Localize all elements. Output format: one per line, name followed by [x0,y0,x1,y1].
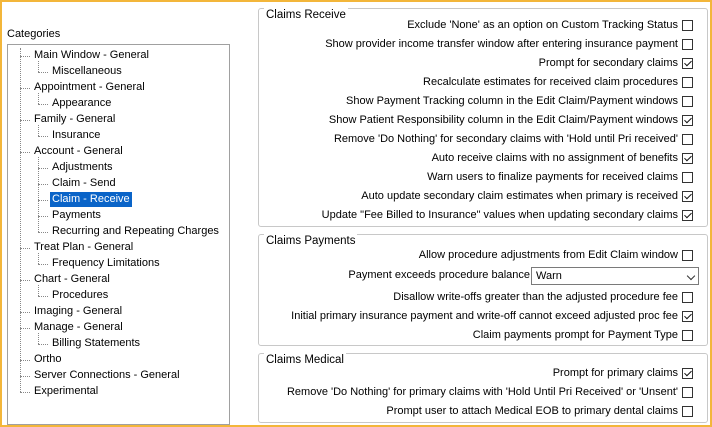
tree-connector [38,200,48,201]
tree-connector [20,376,30,377]
tree-connector [38,136,48,137]
chevron-down-icon [687,272,695,280]
option-label: Show Payment Tracking column in the Edit Claim/Payment windows [346,95,678,107]
tree-connector [20,328,30,329]
payment-exceeds-row [348,267,534,283]
option-row[interactable] [346,93,693,109]
option-label: Auto update secondary claim estimates when primary is received [361,190,678,202]
tree-connector [20,56,30,57]
option-label: Update "Fee Billed to Insurance" values when updating secondary claims [321,209,678,221]
option-checkbox[interactable] [682,77,693,88]
option-row[interactable] [432,150,693,166]
tree-item-account-general[interactable]: Account - General [34,145,123,157]
tree-item-claim-send[interactable]: Claim - Send [52,177,116,189]
tree-item-adjustments[interactable]: Adjustments [52,161,113,173]
option-checkbox[interactable] [682,210,693,221]
option-label: Auto receive claims with no assignment of benefits [431,152,678,164]
allow-adjustments-label: Allow procedure adjustments from Edit Claim window [418,249,678,261]
tree-item-claim-receive[interactable]: Claim - Receive [52,193,130,205]
allow-adjustments-checkbox[interactable] [682,250,693,261]
tree-item-appearance[interactable]: Appearance [52,97,112,109]
allow-adjustments-option[interactable] [419,247,693,263]
tree-connector [38,253,39,264]
tree-connector [20,120,30,121]
option-checkbox[interactable] [682,134,693,145]
tree-connector [38,296,48,297]
tree-connector [20,312,30,313]
option-row[interactable] [473,327,693,343]
tree-item-recurring-and-repeating-charges[interactable]: Recurring and Repeating Charges [52,225,219,237]
option-row[interactable] [427,169,693,185]
option-label: Recalculate estimates for received claim procedures [423,76,678,88]
payment-exceeds-label: Payment exceeds procedure balance [348,269,530,281]
option-row[interactable] [329,112,693,128]
option-label: Show provider income transfer window after entering insurance payment [325,38,678,50]
option-row[interactable] [407,17,693,33]
tree-item-imaging-general[interactable]: Imaging - General [34,305,123,317]
tree-connector [38,125,39,136]
option-row[interactable] [325,36,693,52]
option-label: Remove 'Do Nothing' for secondary claims with 'Hold until Pri received' [333,133,678,145]
option-checkbox[interactable] [682,311,693,322]
option-row[interactable] [553,365,693,381]
tree-item-billing-statements[interactable]: Billing Statements [52,337,141,349]
option-checkbox[interactable] [682,39,693,50]
option-checkbox[interactable] [682,330,693,341]
tree-connector [20,280,30,281]
payment-exceeds-value: Warn [536,270,562,282]
tree-connector [38,72,48,73]
tree-item-chart-general[interactable]: Chart - General [34,273,110,285]
option-row[interactable] [386,403,693,419]
payment-exceeds-select[interactable] [531,267,699,285]
claims-medical-title: Claims Medical [266,354,344,366]
option-row[interactable] [539,55,693,71]
option-checkbox[interactable] [682,96,693,107]
option-row[interactable] [423,74,693,90]
option-label: Prompt for primary claims [552,367,678,379]
tree-item-procedures[interactable]: Procedures [52,289,109,301]
option-label: Claim payments prompt for Payment Type [472,329,678,341]
tree-connector [38,264,48,265]
tree-item-ortho[interactable]: Ortho [34,353,62,365]
tree-connector [38,333,39,344]
option-checkbox[interactable] [682,292,693,303]
option-label: Prompt user to attach Medical EOB to primary dental claims [386,405,678,417]
option-checkbox[interactable] [682,368,693,379]
tree-item-insurance[interactable]: Insurance [52,129,101,141]
option-checkbox[interactable] [682,115,693,126]
option-checkbox[interactable] [682,406,693,417]
tree-connector [38,93,39,104]
option-checkbox[interactable] [682,191,693,202]
tree-connector [38,285,39,296]
tree-item-frequency-limitations[interactable]: Frequency Limitations [52,257,160,269]
tree-connector [20,48,21,392]
claims-medical-group [258,353,708,423]
option-label: Show Patient Responsibility column in the Edit Claim/Payment windows [328,114,678,126]
tree-connector [38,168,48,169]
tree-item-payments[interactable]: Payments [52,209,101,221]
option-label: Prompt for secondary claims [538,57,678,69]
tree-connector [38,184,48,185]
option-checkbox[interactable] [682,153,693,164]
option-checkbox[interactable] [682,172,693,183]
option-row[interactable] [322,207,693,223]
tree-connector [20,392,30,393]
option-row[interactable] [393,289,693,305]
option-label: Exclude 'None' as an option on Custom Tracking Status [407,19,678,31]
option-row[interactable] [287,384,693,400]
option-checkbox[interactable] [682,387,693,398]
option-label: Warn users to finalize payments for received claims [427,171,678,183]
tree-item-server-connections-general[interactable]: Server Connections - General [34,369,180,381]
tree-connector [38,104,48,105]
tree-connector [38,216,48,217]
option-row[interactable] [334,131,693,147]
tree-connector [38,157,39,232]
claims-receive-group [258,8,708,227]
option-row[interactable] [291,308,693,324]
tree-connector [38,232,48,233]
tree-item-family-general[interactable]: Family - General [34,113,116,125]
tree-connector [38,61,39,72]
categories-label: Categories [7,28,61,40]
tree-connector [38,344,48,345]
tree-item-manage-general[interactable]: Manage - General [34,321,123,333]
tree-connector [20,88,30,89]
claims-receive-title: Claims Receive [266,9,346,21]
option-checkbox[interactable] [682,20,693,31]
option-row[interactable] [361,188,693,204]
tree-item-experimental[interactable]: Experimental [34,385,99,397]
categories-tree[interactable] [7,44,230,425]
tree-item-treat-plan-general[interactable]: Treat Plan - General [34,241,134,253]
tree-connector [20,152,30,153]
option-label: Initial primary insurance payment and write-off cannot exceed adjusted proc fee [291,310,678,322]
tree-connector [20,360,30,361]
tree-connector [20,248,30,249]
claims-payments-group [258,234,708,346]
tree-item-main-window-general[interactable]: Main Window - General [34,49,149,61]
claims-payments-title: Claims Payments [266,235,356,247]
tree-item-appointment-general[interactable]: Appointment - General [34,81,145,93]
option-checkbox[interactable] [682,58,693,69]
option-label: Remove 'Do Nothing' for primary claims with 'Hold Until Pri Received' or 'Unsent' [286,386,678,398]
tree-item-miscellaneous[interactable]: Miscellaneous [52,65,122,77]
option-label: Disallow write-offs greater than the adjusted procedure fee [393,291,678,303]
